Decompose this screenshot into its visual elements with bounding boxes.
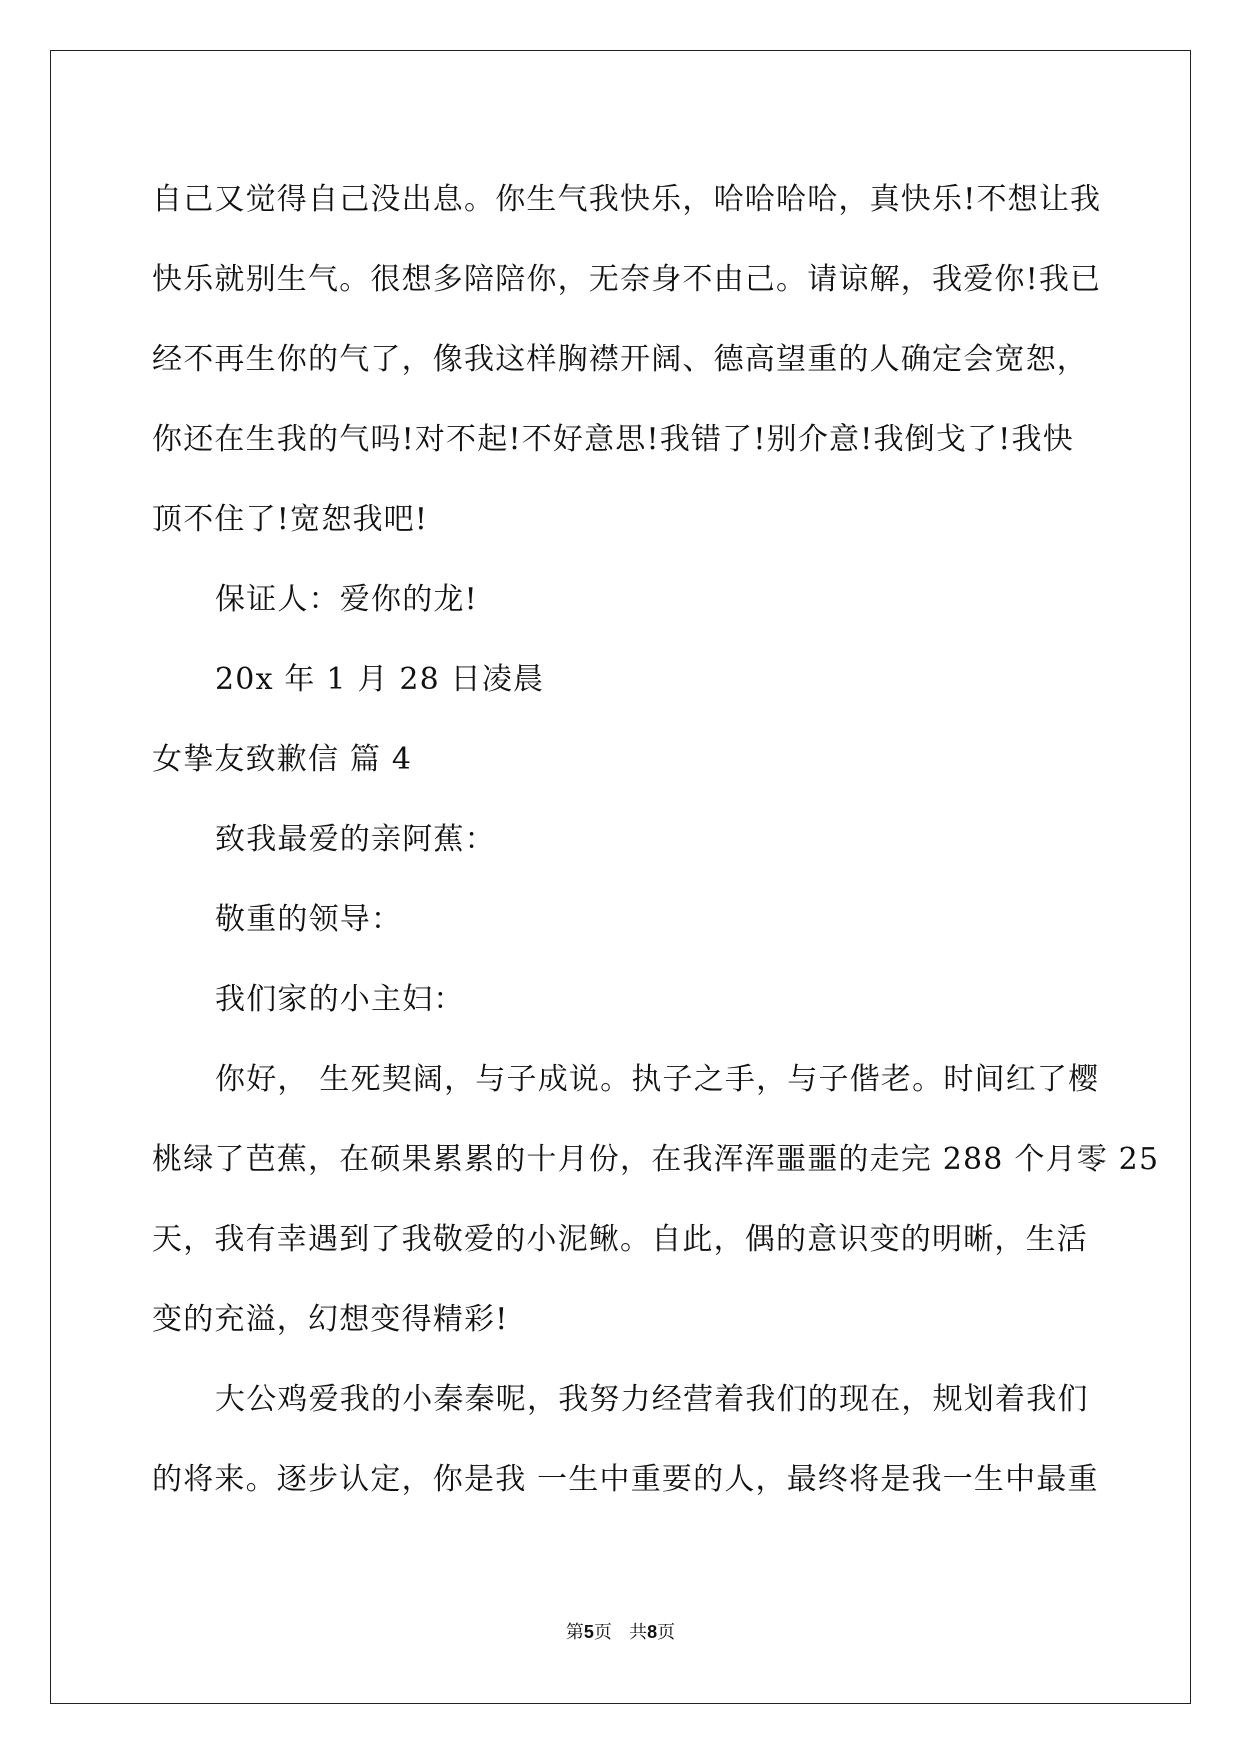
footer-total-suffix: 页 [657, 1622, 676, 1643]
document-body [152, 160, 1160, 1520]
salutation-1: 致我最爱的亲阿蕉： [215, 822, 496, 857]
paragraph-line-9: 变的充溢，幻想变得精彩! [152, 1302, 509, 1337]
paragraph-line-7: 桃绿了芭蕉，在硕果累累的十月份，在我浑浑噩噩的走完 288 个月零 25 [152, 1142, 1160, 1177]
paragraph-line-4: 你还在生我的气吗!对不起!不好意思!我错了!别介意!我倒戈了!我快 [152, 422, 1074, 457]
page-footer [0, 1618, 1241, 1644]
footer-total-prefix: 共 [629, 1622, 648, 1643]
paragraph-line-10: 大公鸡爱我的小秦秦呢，我努力经营着我们的现在，规划着我们 [215, 1382, 1089, 1417]
salutation-2: 敬重的领导： [215, 902, 403, 937]
total-page-number: 8 [647, 1622, 658, 1642]
footer-page-suffix: 页 [593, 1622, 612, 1643]
paragraph-line-6: 你好， 生死契阔，与子成说。执子之手，与子偕老。时间红了樱 [215, 1062, 1100, 1097]
section-heading: 女挚友致歉信 篇 4 [152, 742, 413, 777]
paragraph-line-3: 经不再生你的气了，像我这样胸襟开阔、德高望重的人确定会宽恕， [152, 342, 1088, 377]
paragraph-line-8: 天，我有幸遇到了我敬爱的小泥鳅。自此，偶的意识变的明晰，生活 [152, 1222, 1088, 1257]
current-page-number: 5 [583, 1622, 594, 1642]
paragraph-line-1: 自己又觉得自己没出息。你生气我快乐，哈哈哈哈，真快乐!不想让我 [152, 182, 1102, 217]
guarantor-signature: 保证人：爱你的龙! [215, 582, 478, 617]
letter-date: 20x 年 1 月 28 日凌晨 [215, 662, 545, 697]
paragraph-line-11: 的将来。逐步认定，你是我 一生中重要的人，最终将是我一生中最重 [152, 1462, 1099, 1497]
salutation-3: 我们家的小主妇： [215, 982, 465, 1017]
paragraph-line-5: 顶不住了!宽恕我吧! [152, 502, 429, 537]
paragraph-line-2: 快乐就别生气。很想多陪陪你，无奈身不由己。请谅解，我爱你!我已 [152, 262, 1102, 297]
footer-prefix: 第 [565, 1622, 584, 1643]
